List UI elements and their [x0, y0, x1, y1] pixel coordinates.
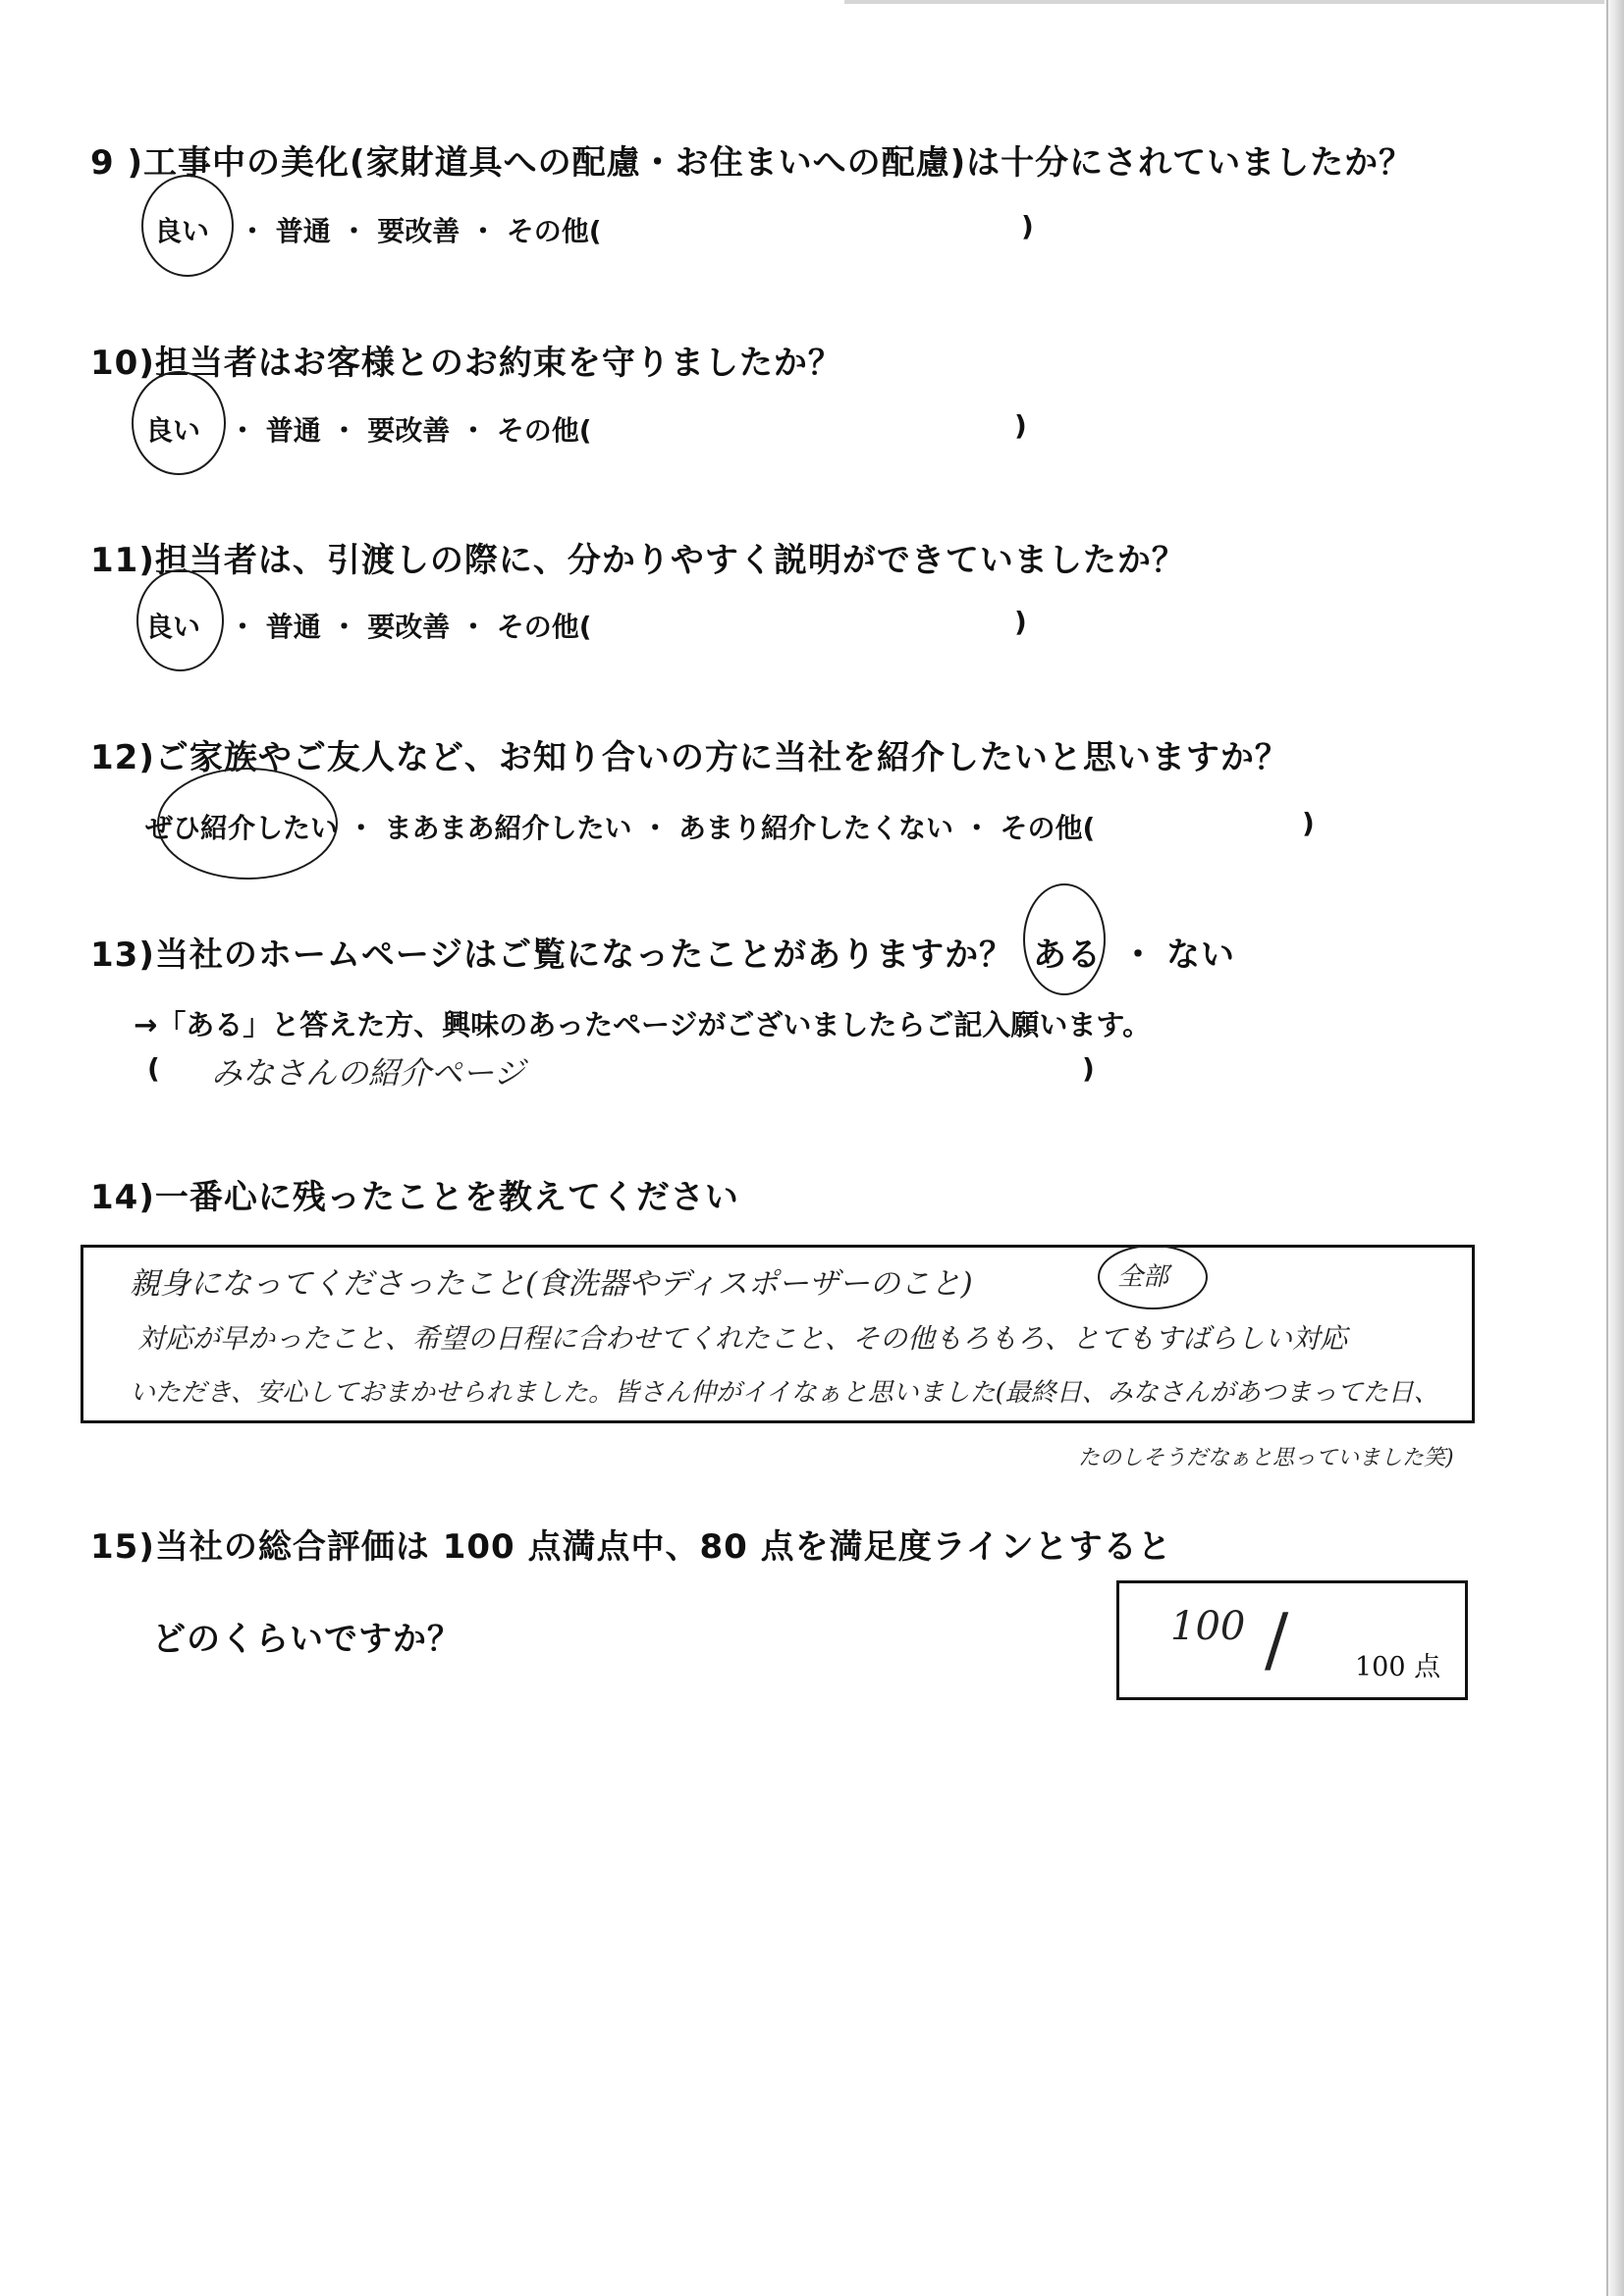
q10-options: ・ 普通 ・ 要改善 ・ その他(: [229, 414, 592, 447]
q9-option-good: 良い: [154, 215, 210, 247]
page-edge-line: [1606, 0, 1608, 2296]
q9-close-paren: ): [1021, 210, 1034, 242]
page-top-edge: [844, 0, 1624, 4]
question-10: 10)担当者はお客様とのお約束を守りましたか？: [90, 344, 842, 383]
question-11: 11)担当者は、引渡しの際に、分かりやすく説明ができていましたか？: [90, 541, 1186, 580]
question-14: 14)一番心に残ったことを教えてください: [90, 1178, 739, 1217]
q9-options: ・ 普通 ・ 要改善 ・ その他(: [239, 215, 602, 247]
q13-handwritten-answer: みなさんの紹介ページ: [211, 1054, 525, 1092]
q10-close-paren: ): [1014, 409, 1027, 442]
q14-answer-line-2: 対応が早かったこと、希望の日程に合わせてくれたこと、その他もろもろ、とてもすばらしい対応: [137, 1322, 1348, 1355]
q12-close-paren: ): [1302, 807, 1315, 839]
question-15-line-2: どのくらいですか？: [152, 1620, 461, 1659]
q11-options: ・ 普通 ・ 要改善 ・ その他(: [229, 611, 592, 643]
question-13: 13)当社のホームページはご覧になったことがありますか？: [90, 935, 1014, 975]
q13-followup: →「ある」と答えた方、興味のあったページがございましたらご記入願います。: [134, 1008, 1152, 1041]
q14-answer-line-4: たのしそうだなぁと思っていました笑): [1078, 1446, 1454, 1470]
q13-option-yes: ある: [1033, 935, 1102, 975]
question-15-line-1: 15)当社の総合評価は 100 点満点中、80 点を満足度ラインとすると: [90, 1527, 1172, 1567]
question-12: 12)ご家族やご友人など、お知り合いの方に当社を紹介したいと思いますか？: [90, 738, 1289, 777]
q11-close-paren: ): [1014, 606, 1027, 638]
q10-option-good: 良い: [145, 414, 201, 447]
q14-answer-line-1: 親身になってくださったこと(食洗器やディスポーザーのこと): [130, 1266, 973, 1302]
q13-option-no: ない: [1166, 935, 1235, 975]
q11-option-good: 良い: [145, 611, 201, 643]
q15-score-value: 100: [1170, 1604, 1246, 1649]
q14-answer-line-3: いただき、安心しておまかせられました。皆さん仲がイイなぁと思いました(最終日、みなさんがあつまってた日、: [130, 1378, 1439, 1408]
q13-close-paren: ): [1082, 1052, 1095, 1085]
question-9: 9 )工事中の美化(家財道具への配慮・お住まいへの配慮)は十分にされていましたか？: [90, 143, 1414, 183]
q13-open-paren: (: [147, 1052, 160, 1085]
q15-max-score: 100 点: [1355, 1652, 1441, 1682]
q14-note: 全部: [1117, 1262, 1169, 1292]
q13-separator: ・: [1121, 935, 1156, 975]
q15-slash: /: [1265, 1598, 1289, 1681]
q12-options: ぜひ紹介したい ・ まあまあ紹介したい ・ あまり紹介したくない ・ その他(: [145, 812, 1096, 844]
